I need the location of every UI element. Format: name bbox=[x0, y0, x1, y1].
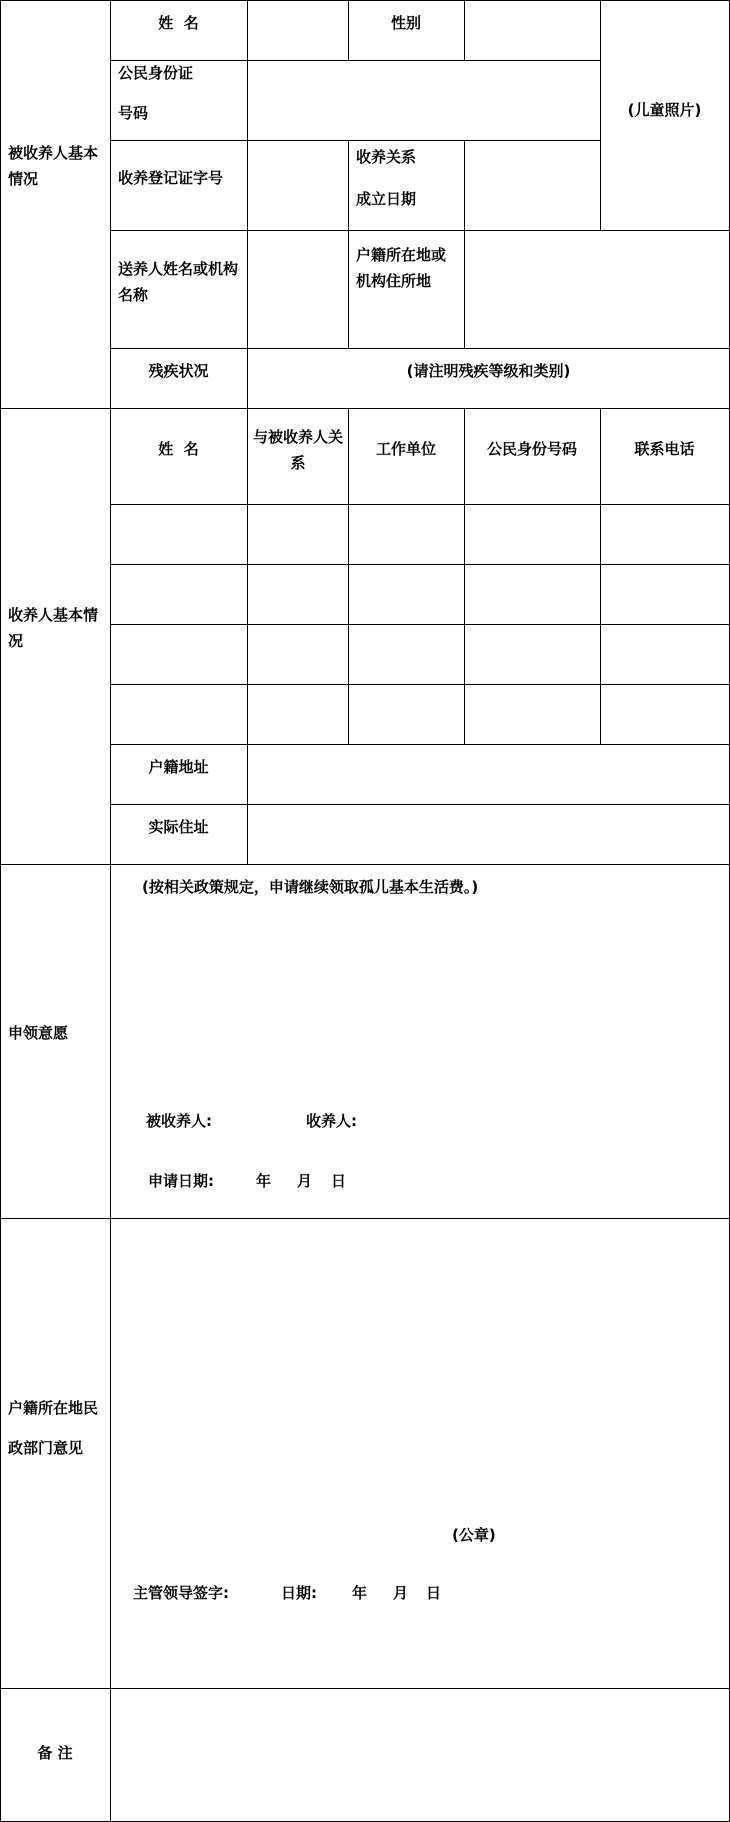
adoptee-id-field[interactable] bbox=[248, 61, 600, 140]
opinion-date-year: 年 bbox=[352, 1584, 368, 1602]
disability-field[interactable]: (请注明残疾等级和类别) bbox=[406, 362, 571, 380]
adoptee-name-field[interactable] bbox=[248, 1, 348, 60]
divider-adopter-application bbox=[0, 864, 730, 865]
adoptee-name-label: 姓 名 bbox=[158, 14, 199, 32]
adoption-relation-date-label-line1: 收养关系 bbox=[356, 148, 417, 166]
grid-line bbox=[348, 140, 349, 230]
household-location-label: 户籍所在地或机构住所地 bbox=[356, 246, 447, 290]
border-left bbox=[0, 0, 1, 1822]
adopter-col-employer: 工作单位 bbox=[375, 440, 436, 458]
household-address-label: 户籍地址 bbox=[148, 758, 209, 776]
divider-adoptee-adopter bbox=[0, 408, 730, 409]
adoptee-section-label: 被收养人基本情况 bbox=[8, 144, 99, 188]
application-date-day: 日 bbox=[331, 1172, 347, 1190]
sender-name-label: 送养人姓名或机构名称 bbox=[118, 260, 239, 304]
opinion-date-month: 月 bbox=[393, 1584, 409, 1602]
adopter-table-row[interactable] bbox=[111, 565, 729, 624]
child-photo-area[interactable]: (儿童照片) bbox=[627, 101, 702, 119]
household-location-field[interactable] bbox=[465, 231, 729, 348]
adopter-table-row[interactable] bbox=[111, 505, 729, 564]
actual-address-field[interactable] bbox=[248, 805, 729, 864]
adopter-section-label: 收养人基本情况 bbox=[8, 606, 99, 650]
adopter-col-name: 姓 名 bbox=[158, 440, 199, 458]
application-date-year: 年 bbox=[256, 1172, 272, 1190]
grid-line bbox=[110, 348, 730, 349]
adoptee-id-label-line1: 公民身份证 bbox=[118, 64, 194, 82]
opinion-date-day: 日 bbox=[426, 1584, 442, 1602]
adopter-table-row[interactable] bbox=[111, 625, 729, 684]
disability-label: 残疾状况 bbox=[148, 362, 209, 380]
adopter-signature-label: 收养人: bbox=[306, 1112, 357, 1130]
adoption-relation-date-field[interactable] bbox=[465, 141, 600, 230]
leader-signature-label: 主管领导签字: bbox=[133, 1584, 229, 1602]
adoption-registration-field[interactable] bbox=[248, 141, 348, 230]
divider-application-opinion bbox=[0, 1218, 730, 1219]
adoption-registration-label: 收养登记证字号 bbox=[118, 169, 224, 187]
adoption-relation-date-label-line2: 成立日期 bbox=[356, 190, 417, 208]
adopter-col-phone: 联系电话 bbox=[634, 440, 695, 458]
adopter-col-id-number: 公民身份号码 bbox=[486, 440, 577, 458]
civil-affairs-section-label: 户籍所在地民政部门意见 bbox=[8, 1399, 99, 1457]
application-section-label: 申领意愿 bbox=[8, 1024, 69, 1042]
adoptee-signature-label: 被收养人: bbox=[146, 1112, 212, 1130]
remarks-field[interactable] bbox=[111, 1689, 729, 1821]
official-seal-label: (公章) bbox=[452, 1526, 496, 1544]
application-date-month: 月 bbox=[297, 1172, 313, 1190]
adoptee-id-label-line2: 号码 bbox=[118, 104, 149, 122]
actual-address-label: 实际住址 bbox=[148, 818, 209, 836]
application-date-label: 申请日期: bbox=[148, 1172, 214, 1190]
adopter-col-relation: 与被收养人关系 bbox=[252, 428, 343, 472]
adoptee-gender-label: 性别 bbox=[390, 14, 421, 32]
sender-name-field[interactable] bbox=[248, 231, 348, 348]
adopter-table-row[interactable] bbox=[111, 685, 729, 744]
application-statement: (按相关政策规定，申请继续领取孤儿基本生活费。) bbox=[142, 878, 479, 896]
label-column-divider bbox=[110, 0, 111, 1822]
remarks-label: 备 注 bbox=[37, 1744, 73, 1762]
grid-line bbox=[348, 230, 349, 348]
adoptee-gender-field[interactable] bbox=[465, 1, 600, 60]
household-address-field[interactable] bbox=[248, 745, 729, 804]
opinion-date-label: 日期: bbox=[281, 1584, 317, 1602]
